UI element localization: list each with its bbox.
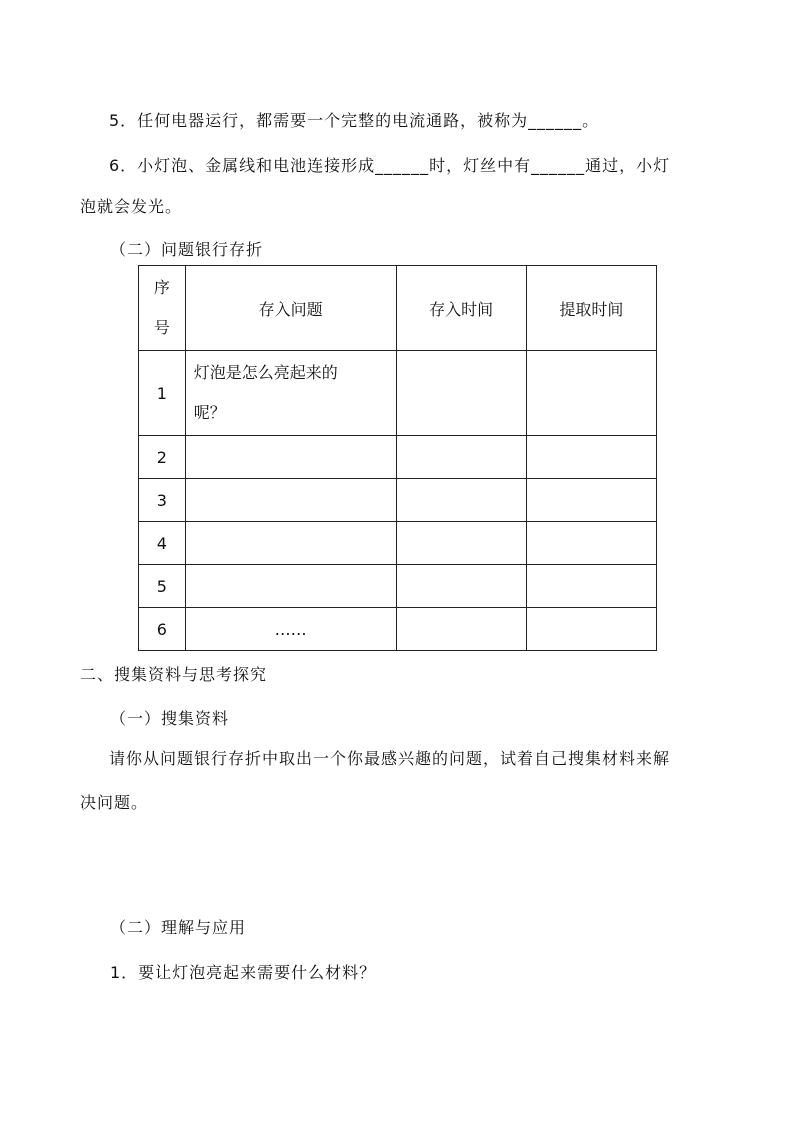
row-withdraw-time[interactable]	[526, 479, 656, 522]
row-question-cell[interactable]	[185, 522, 396, 565]
header-withdraw-time: 提取时间	[526, 266, 656, 351]
row-deposit-time[interactable]	[396, 351, 526, 436]
row-deposit-time[interactable]	[396, 436, 526, 479]
instruction-line-2: 决问题。	[80, 793, 149, 812]
section-heading-research: 二、搜集资料与思考探究	[80, 665, 268, 684]
table-row	[139, 351, 657, 436]
header-number-line1: 序	[153, 278, 170, 297]
application-question-1: 1．要让灯泡亮起来需要什么材料？	[110, 963, 377, 982]
question-bank-table	[138, 265, 657, 651]
table-row	[139, 565, 657, 608]
table-row	[139, 436, 657, 479]
table-row	[139, 522, 657, 565]
question-6-line-2: 泡就会发光。	[80, 197, 183, 216]
row-number: 6	[139, 608, 186, 651]
row-number: 2	[139, 436, 186, 479]
header-number-line2: 号	[153, 318, 170, 337]
row-withdraw-time[interactable]	[526, 565, 656, 608]
row-number: 3	[139, 479, 186, 522]
header-number	[139, 266, 186, 351]
table-row	[139, 479, 657, 522]
question-5: 5．任何电器运行，都需要一个完整的电流通路，被称为______。	[109, 111, 600, 130]
row-question-line2: 呢？	[193, 403, 226, 422]
table-row	[139, 608, 657, 651]
table-header-row	[139, 266, 657, 351]
header-question: 存入问题	[185, 266, 396, 351]
row-withdraw-time[interactable]	[526, 436, 656, 479]
section-heading-question-bank: （二）问题银行存折	[110, 240, 264, 259]
subsection-heading-collect: （一）搜集资料	[110, 709, 230, 728]
header-deposit-time: 存入时间	[396, 266, 526, 351]
row-withdraw-time[interactable]	[526, 522, 656, 565]
row-question-cell[interactable]	[185, 479, 396, 522]
subsection-heading-apply: （二）理解与应用	[110, 918, 247, 937]
row-withdraw-time[interactable]	[526, 351, 656, 436]
question-6-line-1: 6．小灯泡、金属线和电池连接形成______时，灯丝中有______通过，小灯	[109, 156, 671, 175]
row-question-cell[interactable]	[185, 565, 396, 608]
row-deposit-time[interactable]	[396, 608, 526, 651]
row-withdraw-time[interactable]	[526, 608, 656, 651]
row-deposit-time[interactable]	[396, 522, 526, 565]
row-question-cell[interactable]: ……	[185, 608, 396, 651]
row-number: 4	[139, 522, 186, 565]
row-number: 5	[139, 565, 186, 608]
row-deposit-time[interactable]	[396, 565, 526, 608]
row-number: 1	[139, 351, 186, 436]
row-deposit-time[interactable]	[396, 479, 526, 522]
row-question-cell[interactable]	[185, 351, 396, 436]
instruction-line-1: 请你从问题银行存折中取出一个你最感兴趣的问题，试着自己搜集材料来解	[109, 749, 671, 768]
row-question-cell[interactable]	[185, 436, 396, 479]
row-question-line1: 灯泡是怎么亮起来的	[193, 363, 338, 382]
